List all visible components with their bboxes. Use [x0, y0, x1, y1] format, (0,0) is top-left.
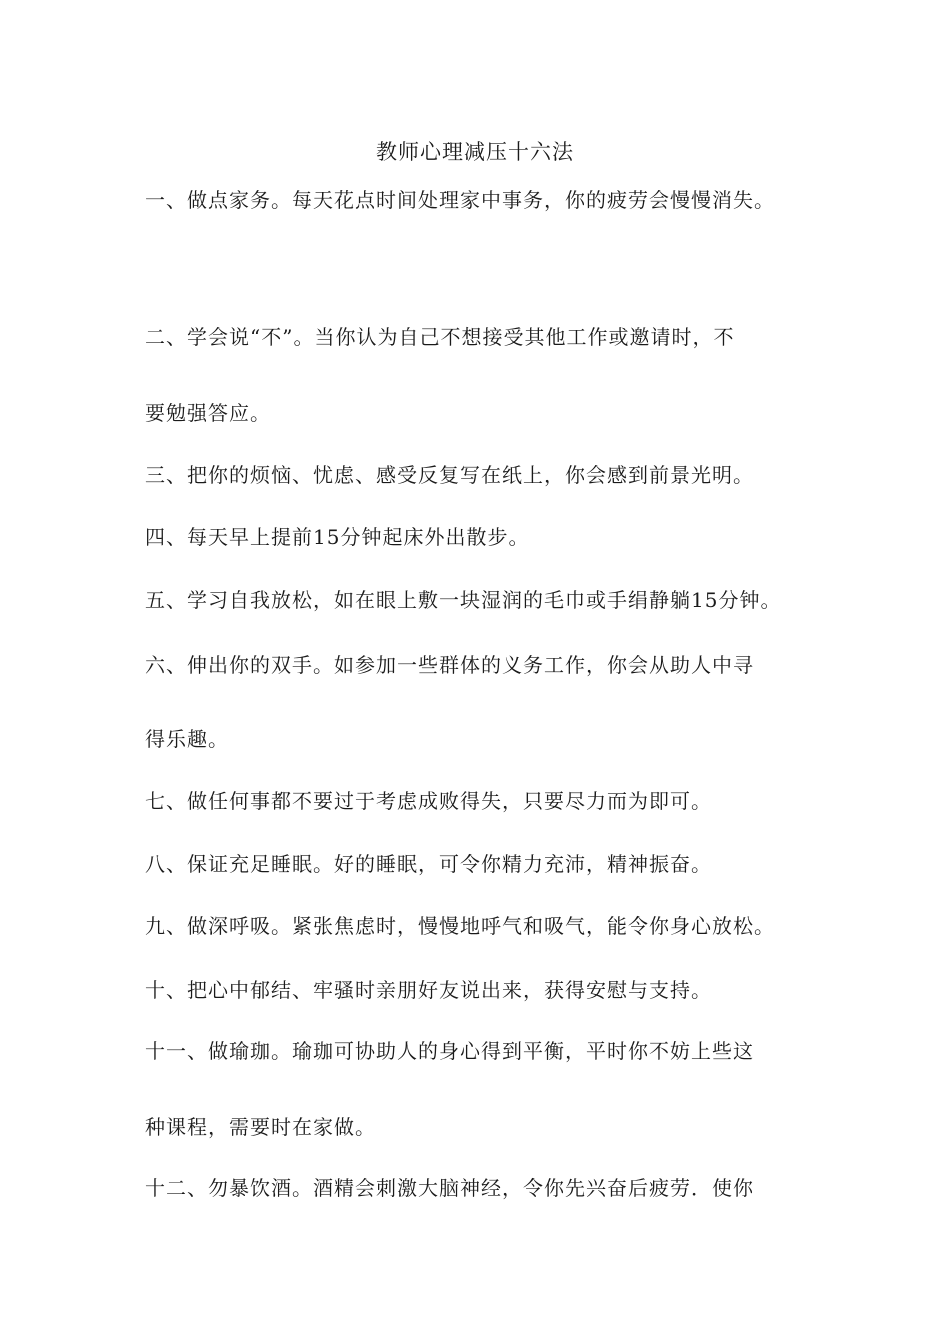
paragraph-line: 四、每天早上提前15分钟起床外出散步。	[145, 525, 530, 549]
paragraph-line: 种课程，需要时在家做。	[145, 1115, 376, 1139]
paragraph-line: 一、做点家务。每天花点时间处理家中事务，你的疲劳会慢慢消失。	[145, 188, 775, 212]
paragraph-line: 十、把心中郁结、牢骚时亲朋好友说出来，获得安慰与支持。	[145, 978, 712, 1002]
paragraph-line: 二、学会说“不”。当你认为自己不想接受其他工作或邀请时，不	[145, 325, 735, 349]
paragraph-line: 得乐趣。	[145, 727, 229, 751]
paragraph-line: 五、学习自我放松，如在眼上敷一块湿润的毛巾或手绢静躺15分钟。	[145, 588, 782, 612]
paragraph-line: 三、把你的烦恼、忧虑、感受反复写在纸上，你会感到前景光明。	[145, 463, 754, 487]
paragraph-line: 九、做深呼吸。紧张焦虑时，慢慢地呼气和吸气，能令你身心放松。	[145, 914, 775, 938]
document-title: 教师心理减压十六法	[376, 140, 574, 164]
paragraph-line: 七、做任何事都不要过于考虑成败得失，只要尽力而为即可。	[145, 789, 712, 813]
paragraph-line: 六、伸出你的双手。如参加一些群体的义务工作，你会从助人中寻	[145, 653, 754, 677]
paragraph-line: 八、保证充足睡眠。好的睡眠，可令你精力充沛，精神振奋。	[145, 852, 712, 876]
paragraph-line: 十二、勿暴饮酒。酒精会刺激大脑神经，令你先兴奋后疲劳．使你	[145, 1176, 754, 1200]
paragraph-line: 要勉强答应。	[145, 401, 271, 425]
paragraph-line: 十一、做瑜珈。瑜珈可协助人的身心得到平衡，平时你不妨上些这	[145, 1039, 754, 1063]
